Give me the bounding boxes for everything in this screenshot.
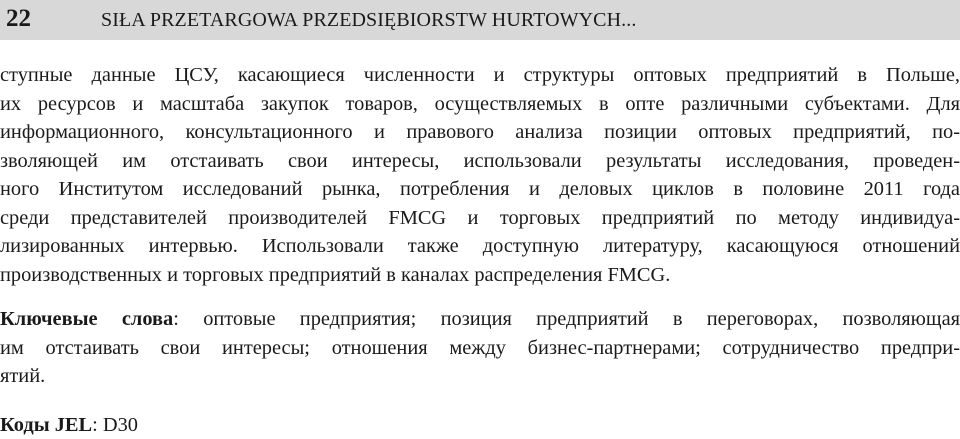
abstract-line: зволяющей им отстаивать свои интересы, использовали результаты исследования, проведен- [0, 147, 960, 176]
page-number: 22 [6, 4, 31, 34]
abstract-line: производственных и торговых предприятий в каналах распределения FMCG. [0, 261, 960, 290]
abstract-line: информационного, консультационного и правового анализа позиции оптовых предприятий, по- [0, 118, 960, 147]
abstract-line: лизированных интервью. Использовали также доступную литературу, касающуюся отношений [0, 232, 960, 261]
running-title: SIŁA PRZETARGOWA PRZEDSIĘBIORSTW HURTOWYCH... [101, 6, 636, 34]
running-head [0, 0, 960, 40]
keywords-paragraph [0, 305, 960, 391]
jel-value: D30 [103, 414, 138, 436]
page-body [0, 61, 960, 439]
abstract-line: их ресурсов и масштаба закупок товаров, осуществляемых в опте различными субъектами. Для [0, 90, 960, 119]
keywords-label: Ключевые слова [0, 308, 173, 330]
abstract-line: среди представителей производителей FMCG и торговых предприятий по методу индивидуа- [0, 204, 960, 233]
abstract-line: ного Институтом исследований рынка, потребления и деловых циклов в половине 2011 года [0, 175, 960, 204]
keywords-separator: : [173, 308, 203, 330]
keywords-first-line [0, 305, 960, 334]
jel-label: Коды JEL [0, 414, 92, 436]
keywords-line: им отстаивать свои интересы; отношения между бизнес-партнерами; сотрудничество предпри- [0, 334, 960, 363]
jel-codes [0, 411, 960, 439]
abstract-line: ступные данные ЦСУ, касающиеся численности и структуры оптовых предприятий в Польше, [0, 61, 960, 90]
keywords-line: ятий. [0, 362, 960, 391]
keywords-text: оптовые предприятия; позиция предприятий в переговорах, позволяющая [203, 308, 960, 330]
jel-separator: : [92, 414, 103, 436]
abstract-paragraph [0, 61, 960, 289]
